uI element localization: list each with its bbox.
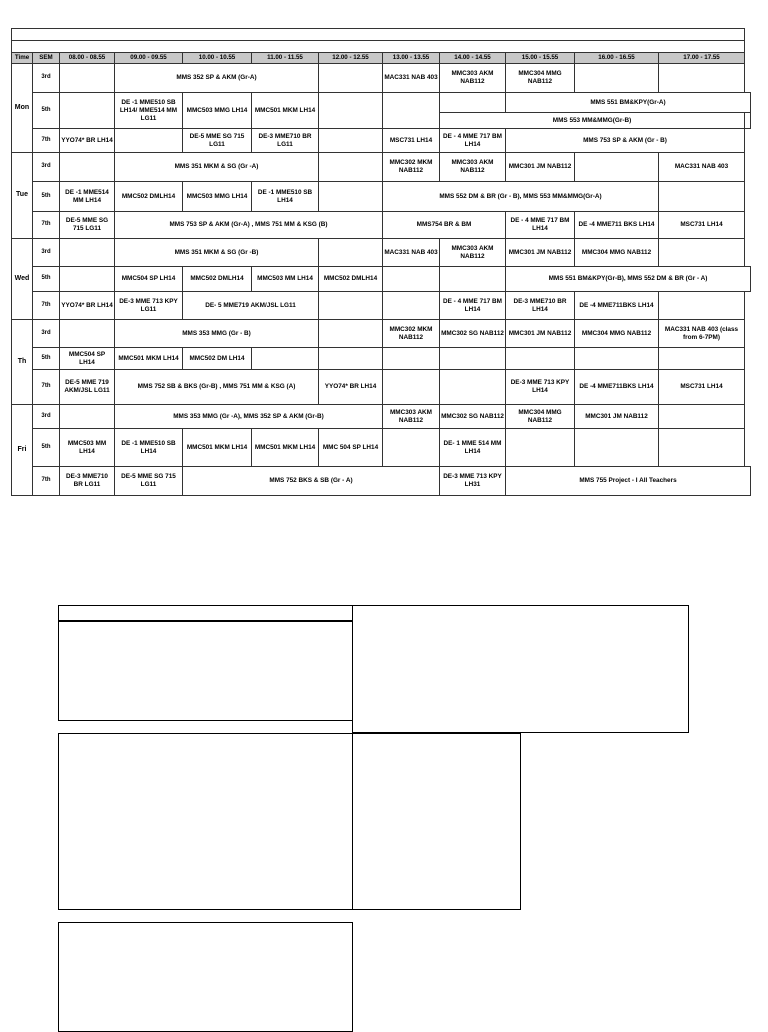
cell	[440, 370, 506, 405]
cell: MMC502 DMLH14	[183, 267, 252, 292]
cell: MMC303 AKM NAB112	[440, 64, 506, 93]
cell	[575, 429, 659, 467]
fri-5th-row	[12, 429, 751, 467]
cell	[383, 370, 440, 405]
cell: MMC 504 SP LH14	[319, 429, 383, 467]
tue-7th-row	[12, 212, 751, 239]
cell: MMC304 MMG NAB112	[506, 405, 575, 429]
cell: DE-3 MME710 BR LG11	[252, 129, 319, 153]
fri-3rd-row	[12, 405, 751, 429]
sem-label: 5th	[33, 267, 60, 292]
cell	[383, 267, 440, 292]
cell: MMS 553 MM&MMG(Gr-B)	[440, 113, 745, 129]
cell: MMC302 MKM NAB112	[383, 320, 440, 348]
sem-label: 3rd	[33, 320, 60, 348]
cell: MMS 752 BKS & SB (Gr - A)	[183, 467, 440, 496]
cell: DE-5 MME 719 AKM/JSL LG11	[60, 370, 115, 405]
cell: MMS 551 BM&KPY(Gr-A)	[506, 93, 751, 113]
cell: MMS 352 SP & AKM (Gr-A)	[115, 64, 319, 93]
cell	[60, 405, 115, 429]
cell: MMS 753 SP & AKM (Gr-A) , MMS 751 MM & KSG (B)	[115, 212, 383, 239]
cell: MMC503 MM LH14	[252, 267, 319, 292]
empty-box-middle-left	[58, 733, 353, 910]
cell: MMC501 MKM LH14	[252, 93, 319, 129]
cell: MMC304 MMG NAB112	[506, 64, 575, 93]
cell: MMC301 JM NAB112	[575, 405, 659, 429]
cell: DE-3 MME 713 KPY LH14	[506, 370, 575, 405]
sem-label: 7th	[33, 212, 60, 239]
cell: DE -4 MME711BKS LH14	[575, 292, 659, 320]
cell: MMC502 DMLH14	[115, 182, 183, 212]
cell: MMS754 BR & BM	[383, 212, 506, 239]
cell: MMC301 JM NAB112	[506, 153, 575, 182]
cell	[383, 93, 440, 129]
cell	[659, 239, 745, 267]
cell: MMS 755 Project - I All Teachers	[506, 467, 751, 496]
cell: MMC503 MMG LH14	[183, 93, 252, 129]
cell: MMC503 MMG LH14	[183, 182, 252, 212]
header-slot: 17.00 - 17.55	[659, 53, 745, 64]
cell	[659, 405, 745, 429]
cell: MMS 552 DM & BR (Gr - B), MMS 553 MM&MMG(Gr-A)	[383, 182, 659, 212]
cell	[60, 267, 115, 292]
cell: DE -1 MME510 SB LH14	[115, 429, 183, 467]
cell	[575, 348, 659, 370]
header-slot: 14.00 - 14.55	[440, 53, 506, 64]
cell: MMC301 JM NAB112	[506, 320, 575, 348]
cell: MMC501 MKM LH14	[252, 429, 319, 467]
wed-5th-row	[12, 267, 751, 292]
sem-label: 3rd	[33, 239, 60, 267]
cell: YYO74* BR LH14	[60, 292, 115, 320]
sem-label: 3rd	[33, 405, 60, 429]
cell	[440, 348, 506, 370]
cell: DE- 5 MME719 AKM/JSL LG11	[183, 292, 319, 320]
cell: DE -1 MME510 SB LH14/ MME514 MM LG11	[115, 93, 183, 129]
cell	[575, 64, 659, 93]
cell	[252, 348, 319, 370]
cell: MMC303 AKM NAB112	[440, 153, 506, 182]
cell: MSC731 LH14	[659, 370, 745, 405]
cell: MMS 351 MKM & SG (Gr -A)	[115, 153, 319, 182]
header-sem: SEM	[33, 53, 60, 64]
cell: DE -4 MME711 BKS LH14	[575, 212, 659, 239]
sem-label: 3rd	[33, 153, 60, 182]
cell	[659, 292, 745, 320]
cell: DE -1 MME514 MM LH14	[60, 182, 115, 212]
cell: DE -4 MME711BKS LH14	[575, 370, 659, 405]
cell	[319, 182, 383, 212]
day-label: Th	[12, 320, 33, 405]
cell	[60, 239, 115, 267]
cell	[319, 292, 383, 320]
divider-line	[58, 620, 353, 622]
empty-box-top-left	[58, 605, 353, 721]
cell	[659, 182, 745, 212]
sem-label: 5th	[33, 348, 60, 370]
tue-5th-row	[12, 182, 751, 212]
mon-7th-row	[12, 129, 751, 153]
cell: DE- 1 MME 514 MM LH14	[440, 429, 506, 467]
cell: MMC302 MKM NAB112	[383, 153, 440, 182]
header-time: Time	[12, 53, 33, 64]
cell: DE-3 MME710 BR LH14	[506, 292, 575, 320]
cell	[575, 153, 659, 182]
cell: DE - 4 MME 717 BM LH14	[440, 129, 506, 153]
sem-label: 7th	[33, 467, 60, 496]
cell	[506, 429, 575, 467]
header-slot: 11.00 - 11.55	[252, 53, 319, 64]
day-label: Tue	[12, 153, 33, 239]
subtitle-row	[12, 41, 751, 53]
cell: MMS 351 MKM & SG (Gr -B)	[115, 239, 319, 267]
cell: DE - 4 MME 717 BM LH14	[506, 212, 575, 239]
cell	[745, 113, 751, 129]
sem-label: 7th	[33, 292, 60, 320]
header-slot: 09.00 - 09.55	[115, 53, 183, 64]
cell: MMC501 MKM LH14	[115, 348, 183, 370]
sem-label: 7th	[33, 129, 60, 153]
cell	[319, 348, 383, 370]
cell	[440, 267, 506, 292]
day-label: Fri	[12, 405, 33, 496]
wed-3rd-row	[12, 239, 751, 267]
empty-box-bottom	[58, 922, 353, 1032]
cell	[319, 239, 383, 267]
header-slot: 08.00 - 08.55	[60, 53, 115, 64]
cell	[319, 64, 383, 93]
cell: MSC731 LH14	[383, 129, 440, 153]
cell: MSC731 LH14	[659, 212, 745, 239]
cell	[659, 348, 745, 370]
cell: MMC501 MKM LH14	[183, 429, 252, 467]
day-label: Mon	[12, 64, 33, 153]
cell	[506, 348, 575, 370]
fri-7th-row	[12, 467, 751, 496]
cell: MMC504 SP LH14	[115, 267, 183, 292]
cell: DE-3 MME 713 KPY LH31	[440, 467, 506, 496]
header-slot: 15.00 - 15.55	[506, 53, 575, 64]
sem-label: 7th	[33, 370, 60, 405]
cell	[60, 64, 115, 93]
cell	[319, 93, 383, 129]
cell: DE-5 MME SG 715 LG11	[115, 467, 183, 496]
cell: DE-5 MME SG 715 LG11	[183, 129, 252, 153]
cell: MMC302 SG NAB112	[440, 405, 506, 429]
mon-5th-row-a	[12, 93, 751, 113]
cell	[383, 429, 440, 467]
cell	[383, 348, 440, 370]
cell: MMS 353 MMG (Gr -A), MMS 352 SP & AKM (Gr-B)	[115, 405, 383, 429]
cell	[659, 429, 745, 467]
cell: MMC303 AKM NAB112	[383, 405, 440, 429]
cell	[383, 292, 440, 320]
header-slot: 10.00 - 10.55	[183, 53, 252, 64]
cell: MAC331 NAB 403 (class from 6-7PM)	[659, 320, 745, 348]
cell: MMC303 AKM NAB112	[440, 239, 506, 267]
cell: MMS 752 SB & BKS (Gr-B) , MMS 751 MM & KSG (A)	[115, 370, 319, 405]
cell: DE -1 MME510 SB LH14	[252, 182, 319, 212]
cell	[60, 153, 115, 182]
header-slot: 16.00 - 16.55	[575, 53, 659, 64]
cell: DE-3 MME710 BR LG11	[60, 467, 115, 496]
sem-label: 3rd	[33, 64, 60, 93]
cell: MMC502 DMLH14	[319, 267, 383, 292]
thu-7th-row	[12, 370, 751, 405]
cell	[659, 64, 745, 93]
cell: MMC503 MM LH14	[60, 429, 115, 467]
cell: YYO74* BR LH14	[60, 129, 115, 153]
cell: MMC504 SP LH14	[60, 348, 115, 370]
timetable	[11, 28, 751, 496]
mon-3rd-row	[12, 64, 751, 93]
empty-box-top-right	[352, 605, 689, 733]
cell: MMC304 MMG NAB112	[575, 320, 659, 348]
tue-3rd-row	[12, 153, 751, 182]
cell: MMS 753 SP & AKM (Gr - B)	[506, 129, 745, 153]
cell: MAC331 NAB 403	[383, 239, 440, 267]
sem-label: 5th	[33, 93, 60, 129]
cell	[319, 320, 383, 348]
cell: MAC331 NAB 403	[659, 153, 745, 182]
day-label: Wed	[12, 239, 33, 320]
cell: MMS 551 BM&KPY(Gr-B), MMS 552 DM & BR (Gr - A)	[506, 267, 751, 292]
cell: MAC331 NAB 403	[383, 64, 440, 93]
cell	[440, 93, 506, 113]
wed-7th-row	[12, 292, 751, 320]
cell	[60, 320, 115, 348]
cell	[115, 129, 183, 153]
cell: DE - 4 MME 717 BM LH14	[440, 292, 506, 320]
cell: MMS 353 MMG (Gr - B)	[115, 320, 319, 348]
cell: DE-3 MME 713 KPY LG11	[115, 292, 183, 320]
cell: MMC302 SG NAB112	[440, 320, 506, 348]
cell	[319, 129, 383, 153]
header-row	[12, 53, 751, 64]
cell: YYO74* BR LH14	[319, 370, 383, 405]
thu-3rd-row	[12, 320, 751, 348]
cell	[60, 93, 115, 129]
header-slot: 12.00 - 12.55	[319, 53, 383, 64]
header-slot: 13.00 - 13.55	[383, 53, 440, 64]
empty-box-middle-right	[352, 733, 521, 910]
title-row	[12, 29, 751, 41]
cell: MMC502 DM LH14	[183, 348, 252, 370]
sem-label: 5th	[33, 182, 60, 212]
cell: MMC301 JM NAB112	[506, 239, 575, 267]
cell: DE-5 MME SG 715 LG11	[60, 212, 115, 239]
cell: MMC304 MMG NAB112	[575, 239, 659, 267]
cell	[319, 153, 383, 182]
sem-label: 5th	[33, 429, 60, 467]
thu-5th-row	[12, 348, 751, 370]
